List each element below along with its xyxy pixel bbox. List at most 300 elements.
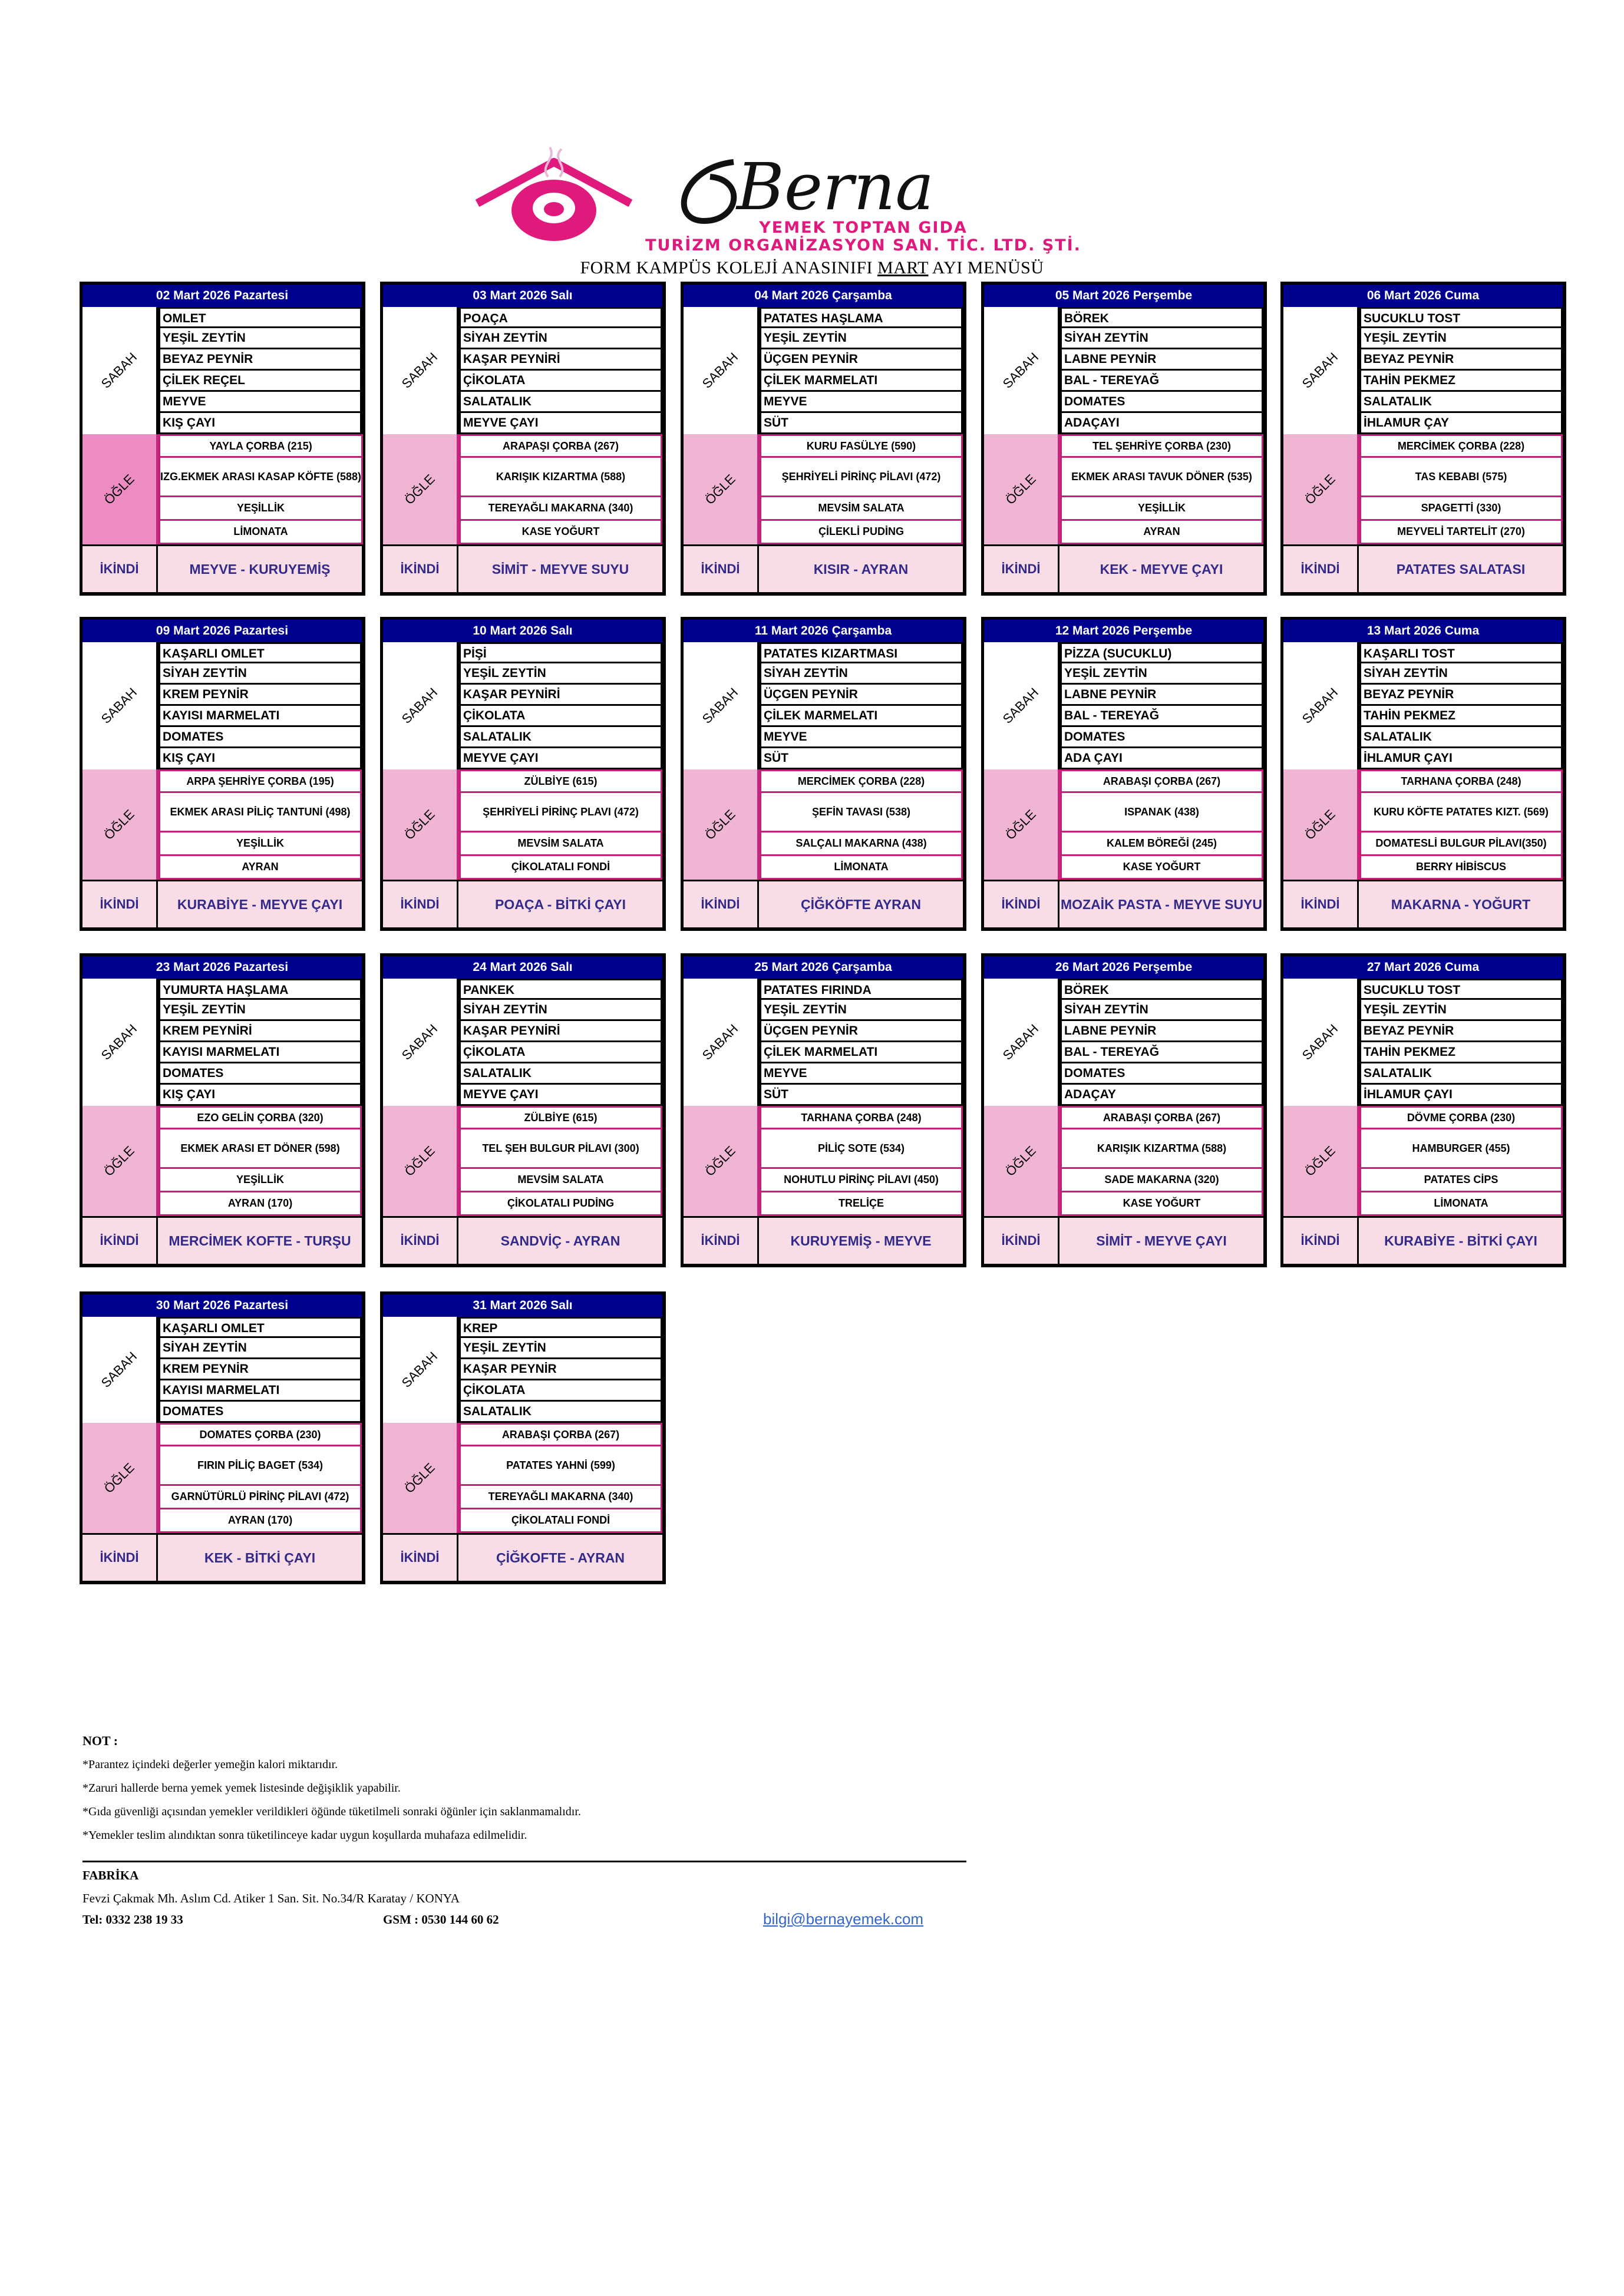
- lunch-item: KARIŞIK KIZARTMA (588): [1060, 1129, 1263, 1169]
- notes: [82, 1729, 966, 1847]
- breakfast-items: [1359, 979, 1563, 1106]
- lunch-item: ARABAŞI ÇORBA (267): [459, 1423, 662, 1446]
- breakfast-item: ÜÇGEN PEYNİR: [760, 1021, 963, 1042]
- day-date: 11 Mart 2026 Çarşamba: [684, 620, 963, 642]
- breakfast-section: [984, 307, 1263, 434]
- snack-item: KISIR - AYRAN: [813, 561, 909, 577]
- lunch-items: [159, 769, 362, 880]
- lunch-items: [1060, 434, 1263, 544]
- lunch-item: PATATES CİPS: [1359, 1169, 1563, 1192]
- lunch-section: [984, 434, 1263, 544]
- lunch-item: ISPANAK (438): [1060, 793, 1263, 832]
- note-line: *Gıda güvenliği açısından yemekler verildikleri öğünde tüketilmeli sonraki öğünler için saklanmamalıdır.: [82, 1805, 581, 1818]
- lunch-section: [1283, 434, 1563, 544]
- breakfast-item: KIŞ ÇAYI: [159, 1085, 362, 1106]
- breakfast-item: YEŞİL ZEYTİN: [760, 328, 963, 349]
- breakfast-label: [684, 642, 760, 769]
- breakfast-label-text: SABAH: [98, 1349, 140, 1390]
- breakfast-section: [984, 979, 1263, 1106]
- lunch-label: [984, 1106, 1060, 1216]
- lunch-label-text: ÖĞLE: [101, 806, 137, 843]
- lunch-section: [82, 1423, 362, 1533]
- snack-label: İKİNDİ: [984, 546, 1059, 592]
- breakfast-section: [383, 979, 662, 1106]
- lunch-items: [760, 769, 963, 880]
- snack-item: MAKARNA - YOĞURT: [1391, 896, 1531, 912]
- breakfast-label: [82, 979, 159, 1106]
- breakfast-item: BÖREK: [1060, 979, 1263, 1000]
- breakfast-item: İHLAMUR ÇAY: [1359, 413, 1563, 434]
- day-menu: [981, 953, 1267, 1267]
- breakfast-item: ÇİKOLATA: [459, 371, 662, 392]
- lunch-item: EZO GELİN ÇORBA (320): [159, 1106, 362, 1129]
- notes-title: NOT :: [82, 1733, 118, 1748]
- snack-label: İKİNDİ: [1283, 1218, 1359, 1264]
- breakfast-item: SİYAH ZEYTİN: [1060, 328, 1263, 349]
- breakfast-label: [82, 1317, 159, 1423]
- lunch-item: NOHUTLU PİRİNÇ PİLAVI (450): [760, 1169, 963, 1192]
- breakfast-label-text: SABAH: [1299, 685, 1341, 726]
- day-date: 26 Mart 2026 Perşembe: [984, 956, 1263, 979]
- day-menu: [981, 617, 1267, 931]
- day-date: 09 Mart 2026 Pazartesi: [82, 620, 362, 642]
- lunch-label-text: ÖĞLE: [101, 471, 137, 507]
- breakfast-items: [159, 307, 362, 434]
- lunch-section: [383, 434, 662, 544]
- breakfast-item: YEŞİL ZEYTİN: [459, 663, 662, 685]
- lunch-label: [82, 434, 159, 544]
- day-menu: [681, 617, 966, 931]
- lunch-item: AYRAN (170): [159, 1509, 362, 1533]
- breakfast-item: SALATALIK: [459, 1063, 662, 1085]
- breakfast-item: DOMATES: [1060, 727, 1263, 748]
- lunch-section: [82, 434, 362, 544]
- snack-row: [684, 544, 963, 592]
- lunch-item: SALÇALI MAKARNA (438): [760, 832, 963, 856]
- lunch-item: LİMONATA: [1359, 1192, 1563, 1216]
- breakfast-section: [984, 642, 1263, 769]
- title-suffix: AYI MENÜSÜ: [928, 258, 1044, 277]
- lunch-label-text: ÖĞLE: [702, 1142, 738, 1179]
- logo-swash-icon: [684, 162, 734, 221]
- lunch-item: SPAGETTİ (330): [1359, 497, 1563, 521]
- breakfast-item: POAÇA: [459, 307, 662, 328]
- note-line: *Zaruri hallerde berna yemek yemek listesinde değişiklik yapabilir.: [82, 1782, 401, 1795]
- breakfast-label-text: SABAH: [398, 1021, 441, 1063]
- snack-item: KEK - MEYVE ÇAYI: [1100, 561, 1223, 577]
- breakfast-item: TAHİN PEKMEZ: [1359, 371, 1563, 392]
- lunch-item: EKMEK ARASI PİLİÇ TANTUNİ (498): [159, 793, 362, 832]
- breakfast-item: TAHİN PEKMEZ: [1359, 1042, 1563, 1063]
- breakfast-item: ÇİLEK REÇEL: [159, 371, 362, 392]
- breakfast-items: [1359, 642, 1563, 769]
- breakfast-label-text: SABAH: [699, 349, 741, 391]
- breakfast-item: KAŞAR PEYNİRİ: [459, 349, 662, 371]
- lunch-item: EKMEK ARASI TAVUK DÖNER (535): [1060, 458, 1263, 497]
- breakfast-item: MEYVE: [760, 1063, 963, 1085]
- lunch-label: [82, 1423, 159, 1533]
- breakfast-label: [82, 307, 159, 434]
- breakfast-items: [459, 642, 662, 769]
- breakfast-item: SALATALIK: [459, 727, 662, 748]
- snack-row: [82, 880, 362, 927]
- breakfast-item: DOMATES: [1060, 392, 1263, 413]
- lunch-items: [459, 769, 662, 880]
- snack-label: İKİNDİ: [82, 881, 158, 927]
- snack-item: KURABİYE - BİTKİ ÇAYI: [1384, 1233, 1537, 1248]
- breakfast-section: [684, 642, 963, 769]
- snack-row: [383, 1533, 662, 1581]
- snack-row: [984, 544, 1263, 592]
- logo-line1: YEMEK TOPTAN GIDA: [759, 219, 968, 237]
- day-date: 03 Mart 2026 Salı: [383, 285, 662, 307]
- breakfast-item: MEYVE ÇAYI: [459, 748, 662, 769]
- lunch-label-text: ÖĞLE: [401, 806, 438, 843]
- breakfast-label: [383, 979, 459, 1106]
- lunch-label-text: ÖĞLE: [101, 1459, 137, 1496]
- snack-label: İKİNDİ: [984, 881, 1059, 927]
- lunch-label: [1283, 769, 1359, 880]
- breakfast-item: TAHİN PEKMEZ: [1359, 706, 1563, 727]
- breakfast-item: PANKEK: [459, 979, 662, 1000]
- lunch-items: [459, 434, 662, 544]
- day-menu: [80, 282, 365, 596]
- breakfast-label: [984, 642, 1060, 769]
- factory-label: FABRİKA: [82, 1868, 139, 1882]
- lunch-item: KASE YOĞURT: [1060, 1192, 1263, 1216]
- lunch-items: [1359, 434, 1563, 544]
- breakfast-items: [159, 642, 362, 769]
- lunch-item: MEVSİM SALATA: [459, 1169, 662, 1192]
- lunch-item: ARABAŞI ÇORBA (267): [1060, 1106, 1263, 1129]
- lunch-label: [383, 1106, 459, 1216]
- breakfast-label-text: SABAH: [699, 685, 741, 726]
- company-logo: [468, 144, 1170, 256]
- lunch-item: DOMATES ÇORBA (230): [159, 1423, 362, 1446]
- lunch-item: KASE YOĞURT: [459, 521, 662, 544]
- breakfast-item: YEŞİL ZEYTİN: [159, 328, 362, 349]
- footer-divider: [82, 1861, 966, 1862]
- contact-row: [82, 1910, 966, 1936]
- lunch-item: TEL ŞEHRİYE ÇORBA (230): [1060, 434, 1263, 458]
- breakfast-item: ÇİKOLATA: [459, 1380, 662, 1402]
- day-menu: [681, 953, 966, 1267]
- page-title: [0, 258, 1624, 278]
- breakfast-section: [82, 642, 362, 769]
- email-link[interactable]: bilgi@bernayemek.com: [763, 1910, 924, 1928]
- breakfast-item: YEŞİL ZEYTİN: [1060, 663, 1263, 685]
- note-line: *Parantez içindeki değerler yemeğin kalori miktarıdır.: [82, 1758, 338, 1771]
- lunch-label-text: ÖĞLE: [401, 471, 438, 507]
- breakfast-item: SİYAH ZEYTİN: [159, 663, 362, 685]
- breakfast-label-text: SABAH: [398, 349, 441, 391]
- lunch-item: HAMBURGER (455): [1359, 1129, 1563, 1169]
- lunch-label: [383, 434, 459, 544]
- lunch-item: MERCİMEK ÇORBA (228): [760, 769, 963, 793]
- lunch-item: ARABAŞI ÇORBA (267): [1060, 769, 1263, 793]
- breakfast-item: KREM PEYNİR: [159, 1359, 362, 1380]
- lunch-item: ŞEFİN TAVASI (538): [760, 793, 963, 832]
- lunch-label: [1283, 1106, 1359, 1216]
- lunch-item: KARIŞIK KIZARTMA (588): [459, 458, 662, 497]
- snack-label: İKİNDİ: [684, 546, 759, 592]
- breakfast-section: [82, 979, 362, 1106]
- lunch-items: [159, 434, 363, 544]
- lunch-item: MEVSİM SALATA: [459, 832, 662, 856]
- day-date: 25 Mart 2026 Çarşamba: [684, 956, 963, 979]
- breakfast-item: MEYVE ÇAYI: [459, 1085, 662, 1106]
- lunch-section: [82, 769, 362, 880]
- lunch-items: [159, 1106, 362, 1216]
- lunch-item: TARHANA ÇORBA (248): [1359, 769, 1563, 793]
- breakfast-item: MEYVE: [760, 392, 963, 413]
- breakfast-section: [1283, 642, 1563, 769]
- lunch-label-text: ÖĞLE: [401, 1459, 438, 1496]
- snack-item: POAÇA - BİTKİ ÇAYI: [495, 896, 626, 912]
- breakfast-item: PATATES HAŞLAMA: [760, 307, 963, 328]
- snack-label: İKİNDİ: [1283, 881, 1359, 927]
- breakfast-item: KAYISI MARMELATI: [159, 1380, 362, 1402]
- breakfast-items: [1060, 642, 1263, 769]
- breakfast-section: [383, 642, 662, 769]
- breakfast-item: LABNE PEYNİR: [1060, 349, 1263, 371]
- day-menu: [1280, 282, 1566, 596]
- snack-item: SANDVİÇ - AYRAN: [500, 1233, 620, 1248]
- snack-row: [82, 1533, 362, 1581]
- lunch-item: ŞEHRİYELİ PİRİNÇ PİLAVI (472): [760, 458, 963, 497]
- breakfast-item: MEYVE: [760, 727, 963, 748]
- breakfast-item: BAL - TEREYAĞ: [1060, 1042, 1263, 1063]
- breakfast-item: SÜT: [760, 413, 963, 434]
- breakfast-item: KAŞARLI OMLET: [159, 642, 362, 663]
- breakfast-item: YEŞİL ZEYTİN: [459, 1338, 662, 1359]
- lunch-item: EKMEK ARASI ET DÖNER (598): [159, 1129, 362, 1169]
- lunch-section: [684, 769, 963, 880]
- breakfast-item: SUCUKLU TOST: [1359, 979, 1563, 1000]
- breakfast-item: ÜÇGEN PEYNİR: [760, 685, 963, 706]
- breakfast-item: PİZZA (SUCUKLU): [1060, 642, 1263, 663]
- breakfast-label: [984, 307, 1060, 434]
- snack-label: İKİNDİ: [82, 546, 158, 592]
- breakfast-item: YUMURTA HAŞLAMA: [159, 979, 362, 1000]
- title-month: MART: [877, 258, 929, 277]
- snack-item: ÇİĞKOFTE - AYRAN: [496, 1550, 625, 1565]
- snack-label: İKİNDİ: [1283, 546, 1359, 592]
- day-menu: [380, 1291, 666, 1584]
- lunch-item: DÖVME ÇORBA (230): [1359, 1106, 1563, 1129]
- day-date: 23 Mart 2026 Pazartesi: [82, 956, 362, 979]
- day-menu: [681, 282, 966, 596]
- lunch-item: DOMATESLİ BULGUR PİLAVI(350): [1359, 832, 1563, 856]
- breakfast-section: [383, 1317, 662, 1423]
- breakfast-items: [459, 1317, 662, 1423]
- snack-label: İKİNDİ: [684, 1218, 759, 1264]
- lunch-section: [684, 1106, 963, 1216]
- lunch-section: [383, 1423, 662, 1533]
- lunch-items: [159, 1423, 362, 1533]
- day-date: 10 Mart 2026 Salı: [383, 620, 662, 642]
- snack-row: [383, 1216, 662, 1264]
- breakfast-item: ADAÇAYI: [1060, 413, 1263, 434]
- lunch-label: [383, 769, 459, 880]
- breakfast-item: BAL - TEREYAĞ: [1060, 371, 1263, 392]
- breakfast-item: DOMATES: [1060, 1063, 1263, 1085]
- lunch-item: TEREYAĞLI MAKARNA (340): [459, 1486, 662, 1509]
- breakfast-label: [684, 979, 760, 1106]
- snack-label: İKİNDİ: [383, 546, 458, 592]
- lunch-items: [1060, 1106, 1263, 1216]
- lunch-label-text: ÖĞLE: [702, 471, 738, 507]
- factory-address: Fevzi Çakmak Mh. Aslım Cd. Atiker 1 San. Sit. No.34/R Karatay / KONYA: [82, 1891, 460, 1905]
- breakfast-item: LABNE PEYNİR: [1060, 1021, 1263, 1042]
- lunch-item: SADE MAKARNA (320): [1060, 1169, 1263, 1192]
- breakfast-item: SALATALIK: [1359, 727, 1563, 748]
- breakfast-item: BEYAZ PEYNİR: [159, 349, 362, 371]
- lunch-item: AYRAN: [1060, 521, 1263, 544]
- lunch-item: LİMONATA: [760, 856, 963, 880]
- snack-item: ÇİĞKÖFTE AYRAN: [800, 896, 922, 912]
- snack-item: KURUYEMİŞ - MEYVE: [790, 1233, 932, 1248]
- breakfast-label-text: SABAH: [699, 1021, 741, 1063]
- breakfast-label-text: SABAH: [999, 1021, 1042, 1063]
- lunch-items: [1359, 1106, 1563, 1216]
- day-date: 13 Mart 2026 Cuma: [1283, 620, 1563, 642]
- breakfast-item: DOMATES: [159, 1063, 362, 1085]
- lunch-label: [1283, 434, 1359, 544]
- day-date: 06 Mart 2026 Cuma: [1283, 285, 1563, 307]
- breakfast-items: [459, 307, 662, 434]
- lunch-item: ŞEHRİYELİ PİRİNÇ PLAVI (472): [459, 793, 662, 832]
- breakfast-items: [760, 307, 963, 434]
- lunch-label: [82, 1106, 159, 1216]
- breakfast-label-text: SABAH: [98, 349, 140, 391]
- snack-row: [383, 880, 662, 927]
- lunch-item: KASE YOĞURT: [1060, 856, 1263, 880]
- breakfast-label: [684, 307, 760, 434]
- breakfast-label: [984, 979, 1060, 1106]
- lunch-item: MEYVELİ TARTELİT (270): [1359, 521, 1563, 544]
- day-menu: [380, 282, 666, 596]
- day-menu: [1280, 617, 1566, 931]
- lunch-item: KALEM BÖREĞİ (245): [1060, 832, 1263, 856]
- breakfast-item: ADAÇAY: [1060, 1085, 1263, 1106]
- lunch-section: [383, 769, 662, 880]
- breakfast-item: ÇİKOLATA: [459, 1042, 662, 1063]
- day-date: 27 Mart 2026 Cuma: [1283, 956, 1563, 979]
- breakfast-label: [1283, 979, 1359, 1106]
- breakfast-label-text: SABAH: [98, 1021, 140, 1063]
- lunch-item: TEREYAĞLI MAKARNA (340): [459, 497, 662, 521]
- snack-label: İKİNDİ: [383, 1218, 458, 1264]
- breakfast-items: [760, 979, 963, 1106]
- logo-brand: Berna: [737, 149, 934, 224]
- lunch-section: [984, 1106, 1263, 1216]
- breakfast-item: ÇİLEK MARMELATI: [760, 371, 963, 392]
- lunch-items: [760, 434, 963, 544]
- gsm-number: GSM : 0530 144 60 62: [383, 1912, 499, 1927]
- lunch-label: [82, 769, 159, 880]
- breakfast-item: SİYAH ZEYTİN: [459, 1000, 662, 1021]
- lunch-label-text: ÖĞLE: [101, 1142, 137, 1179]
- day-date: 05 Mart 2026 Perşembe: [984, 285, 1263, 307]
- snack-row: [984, 880, 1263, 927]
- breakfast-section: [684, 979, 963, 1106]
- lunch-item: ÇİKOLATALI FONDİ: [459, 1509, 662, 1533]
- breakfast-item: ÇİKOLATA: [459, 706, 662, 727]
- breakfast-item: DOMATES: [159, 727, 362, 748]
- day-date: 24 Mart 2026 Salı: [383, 956, 662, 979]
- phone-number: Tel: 0332 238 19 33: [82, 1912, 183, 1927]
- breakfast-section: [684, 307, 963, 434]
- logo-line2: TURİZM ORGANİZASYON SAN. TİC. LTD. ŞTİ.: [645, 236, 1081, 255]
- lunch-label: [684, 434, 760, 544]
- breakfast-item: KAYISI MARMELATI: [159, 706, 362, 727]
- breakfast-items: [1060, 979, 1263, 1106]
- breakfast-item: SİYAH ZEYTİN: [760, 663, 963, 685]
- breakfast-item: KREP: [459, 1317, 662, 1338]
- lunch-item: BERRY HİBİSCUS: [1359, 856, 1563, 880]
- snack-item: SİMİT - MEYVE SUYU: [491, 561, 629, 577]
- lunch-item: IZG.EKMEK ARASI KASAP KÖFTE (588): [159, 458, 363, 497]
- snack-row: [684, 880, 963, 927]
- lunch-item: MERCİMEK ÇORBA (228): [1359, 434, 1563, 458]
- lunch-item: LİMONATA: [159, 521, 363, 544]
- lunch-items: [459, 1106, 662, 1216]
- breakfast-item: SALATALIK: [1359, 392, 1563, 413]
- breakfast-item: KREM PEYNİRİ: [159, 1021, 362, 1042]
- breakfast-item: KAYISI MARMELATI: [159, 1042, 362, 1063]
- lunch-label-text: ÖĞLE: [1302, 471, 1338, 507]
- snack-item: SİMİT - MEYVE ÇAYI: [1096, 1233, 1227, 1248]
- lunch-items: [760, 1106, 963, 1216]
- breakfast-label: [383, 1317, 459, 1423]
- breakfast-label: [383, 642, 459, 769]
- lunch-item: GARNÜTÜRLÜ PİRİNÇ PİLAVI (472): [159, 1486, 362, 1509]
- breakfast-items: [760, 642, 963, 769]
- breakfast-section: [1283, 307, 1563, 434]
- breakfast-item: SALATALIK: [459, 392, 662, 413]
- lunch-item: YEŞİLLİK: [159, 497, 363, 521]
- breakfast-items: [159, 1317, 362, 1423]
- breakfast-item: KIŞ ÇAYI: [159, 748, 362, 769]
- breakfast-item: ÇİLEK MARMELATI: [760, 1042, 963, 1063]
- lunch-item: ÇİLEKLİ PUDİNG: [760, 521, 963, 544]
- breakfast-items: [1060, 307, 1263, 434]
- breakfast-item: KIŞ ÇAYI: [159, 413, 362, 434]
- lunch-item: KURU KÖFTE PATATES KIZT. (569): [1359, 793, 1563, 832]
- snack-row: [82, 544, 362, 592]
- snack-row: [684, 1216, 963, 1264]
- breakfast-item: KAŞAR PEYNİR: [459, 1359, 662, 1380]
- lunch-label-text: ÖĞLE: [1302, 1142, 1338, 1179]
- breakfast-label-text: SABAH: [98, 685, 140, 726]
- breakfast-item: YEŞİL ZEYTİN: [760, 1000, 963, 1021]
- note-line: *Yemekler teslim alındıktan sonra tüketilinceye kadar uygun koşullarda muhafaza edilmelidir.: [82, 1829, 527, 1842]
- lunch-label-text: ÖĞLE: [1302, 806, 1338, 843]
- lunch-section: [1283, 1106, 1563, 1216]
- lunch-section: [383, 1106, 662, 1216]
- snack-item: KURABİYE - MEYVE ÇAYI: [177, 896, 343, 912]
- breakfast-item: YEŞİL ZEYTİN: [1359, 1000, 1563, 1021]
- breakfast-item: BÖREK: [1060, 307, 1263, 328]
- lunch-label: [383, 1423, 459, 1533]
- breakfast-section: [1283, 979, 1563, 1106]
- lunch-item: FIRIN PİLİÇ BAGET (534): [159, 1446, 362, 1486]
- breakfast-label-text: SABAH: [999, 349, 1042, 391]
- breakfast-item: KAŞAR PEYNİRİ: [459, 1021, 662, 1042]
- breakfast-item: ADA ÇAYI: [1060, 748, 1263, 769]
- breakfast-item: PİŞİ: [459, 642, 662, 663]
